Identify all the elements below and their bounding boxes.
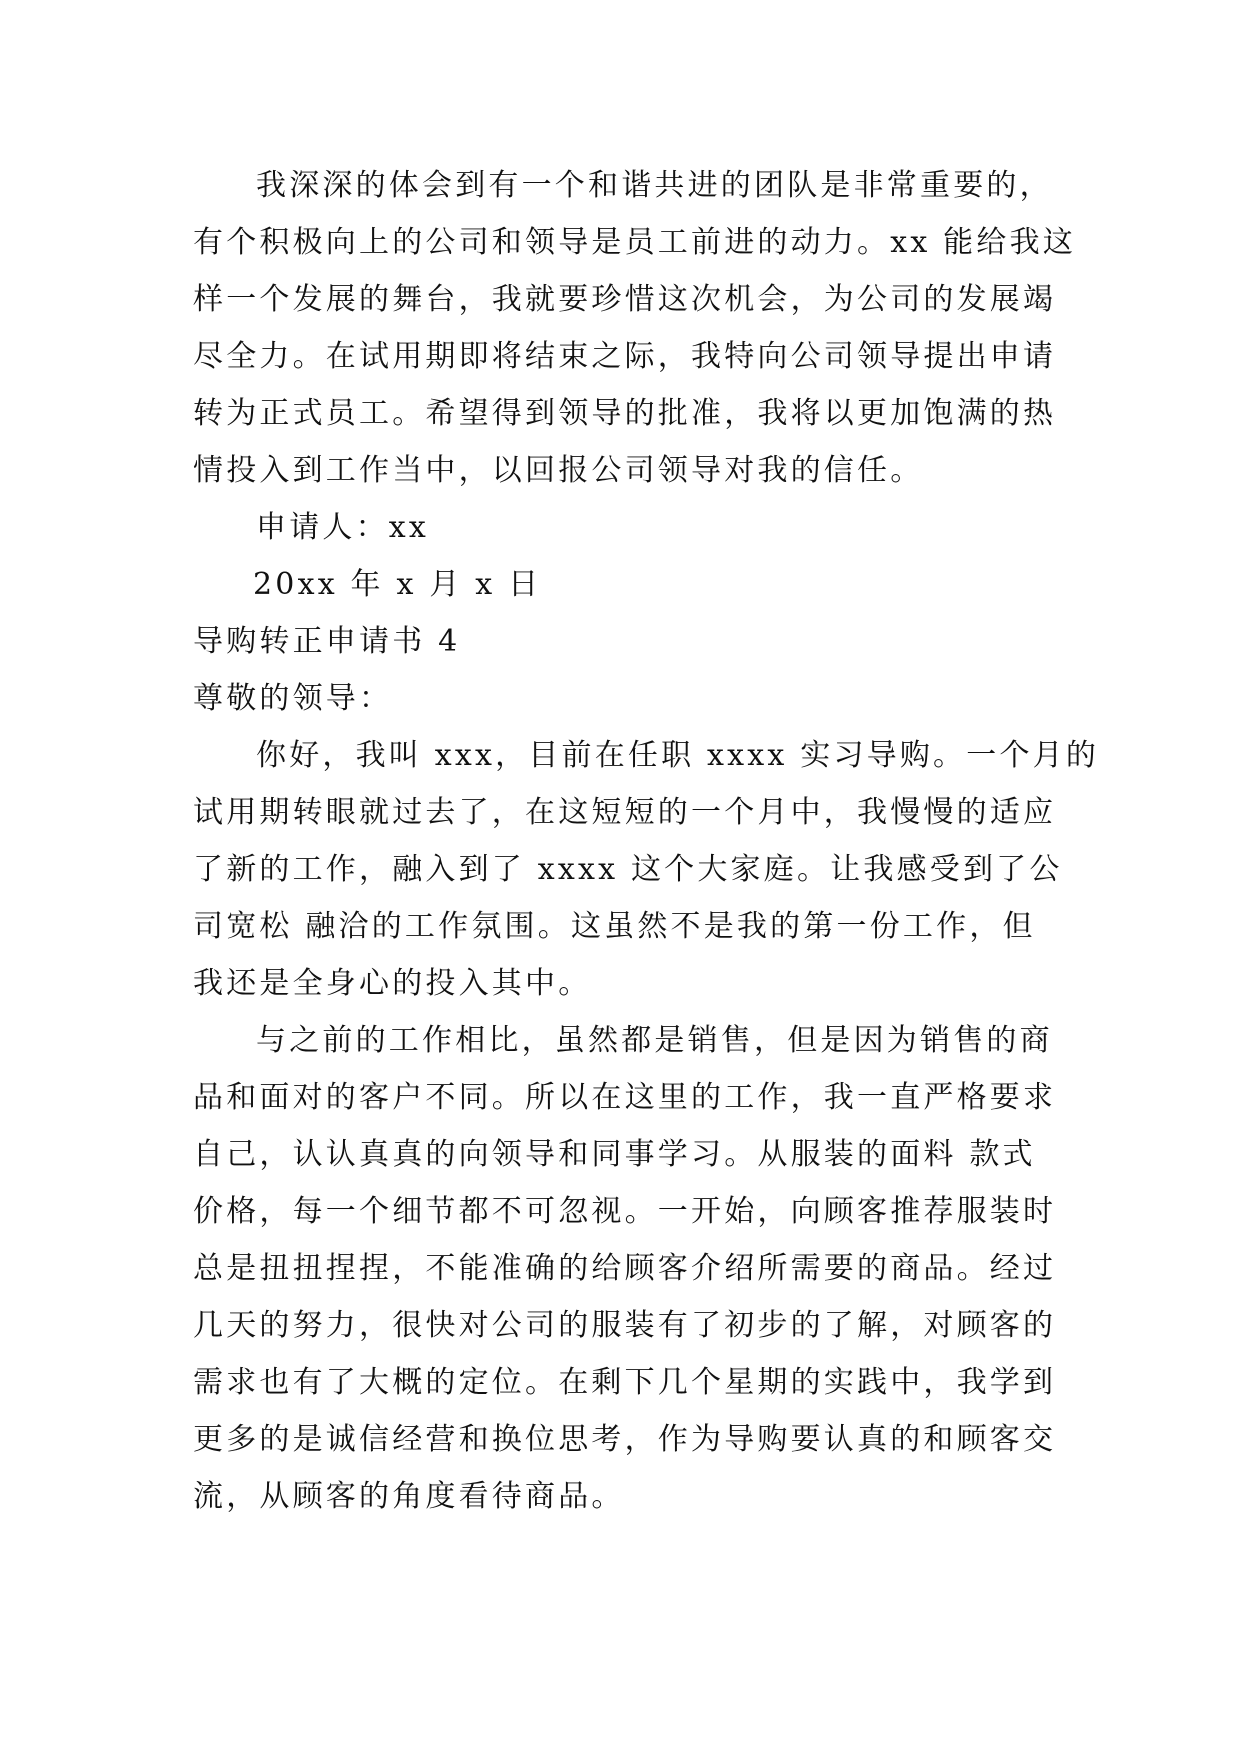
paragraph-line: 总是扭扭捏捏，不能准确的给顾客介绍所需要的商品。经过 bbox=[193, 1251, 1057, 1286]
paragraph-line: 价格，每一个细节都不可忽视。一开始，向顾客推荐服装时 bbox=[193, 1194, 1057, 1229]
paragraph-line: 有个积极向上的公司和领导是员工前进的动力。xx 能给我这 bbox=[193, 225, 1076, 260]
signature-date: 20xx 年 x 月 x 日 bbox=[253, 567, 542, 602]
paragraph-line: 更多的是诚信经营和换位思考，作为导购要认真的和顾客交 bbox=[193, 1422, 1057, 1457]
paragraph-line: 需求也有了大概的定位。在剩下几个星期的实践中，我学到 bbox=[193, 1365, 1057, 1400]
paragraph-line: 几天的努力，很快对公司的服装有了初步的了解，对顾客的 bbox=[193, 1308, 1057, 1343]
paragraph-line: 品和面对的客户不同。所以在这里的工作，我一直严格要求 bbox=[193, 1080, 1057, 1115]
paragraph-line: 试用期转眼就过去了，在这短短的一个月中，我慢慢的适应 bbox=[193, 795, 1057, 830]
paragraph-line: 情投入到工作当中，以回报公司领导对我的信任。 bbox=[193, 453, 924, 488]
paragraph-line: 我深深的体会到有一个和谐共进的团队是非常重要的， bbox=[256, 168, 1053, 203]
applicant-signature: 申请人：xx bbox=[256, 510, 430, 545]
salutation: 尊敬的领导： bbox=[193, 681, 393, 716]
paragraph-line: 了新的工作，融入到了 xxxx 这个大家庭。让我感受到了公 bbox=[193, 852, 1063, 887]
paragraph-line: 尽全力。在试用期即将结束之际，我特向公司领导提出申请 bbox=[193, 339, 1057, 374]
paragraph-line: 转为正式员工。希望得到领导的批准，我将以更加饱满的热 bbox=[193, 396, 1057, 431]
paragraph-line: 你好，我叫 xxx，目前在任职 xxxx 实习导购。一个月的 bbox=[256, 738, 1100, 773]
section-title: 导购转正申请书 4 bbox=[193, 624, 461, 659]
paragraph-line: 流，从顾客的角度看待商品。 bbox=[193, 1479, 625, 1514]
paragraph-line: 我还是全身心的投入其中。 bbox=[193, 966, 592, 1001]
paragraph-line: 司宽松 融洽的工作氛围。这虽然不是我的第一份工作，但 bbox=[193, 909, 1036, 944]
paragraph-line: 与之前的工作相比，虽然都是销售，但是因为销售的商 bbox=[256, 1023, 1053, 1058]
paragraph-line: 样一个发展的舞台，我就要珍惜这次机会，为公司的发展竭 bbox=[193, 282, 1057, 317]
paragraph-line: 自己，认认真真的向领导和同事学习。从服装的面料 款式 bbox=[193, 1137, 1036, 1172]
